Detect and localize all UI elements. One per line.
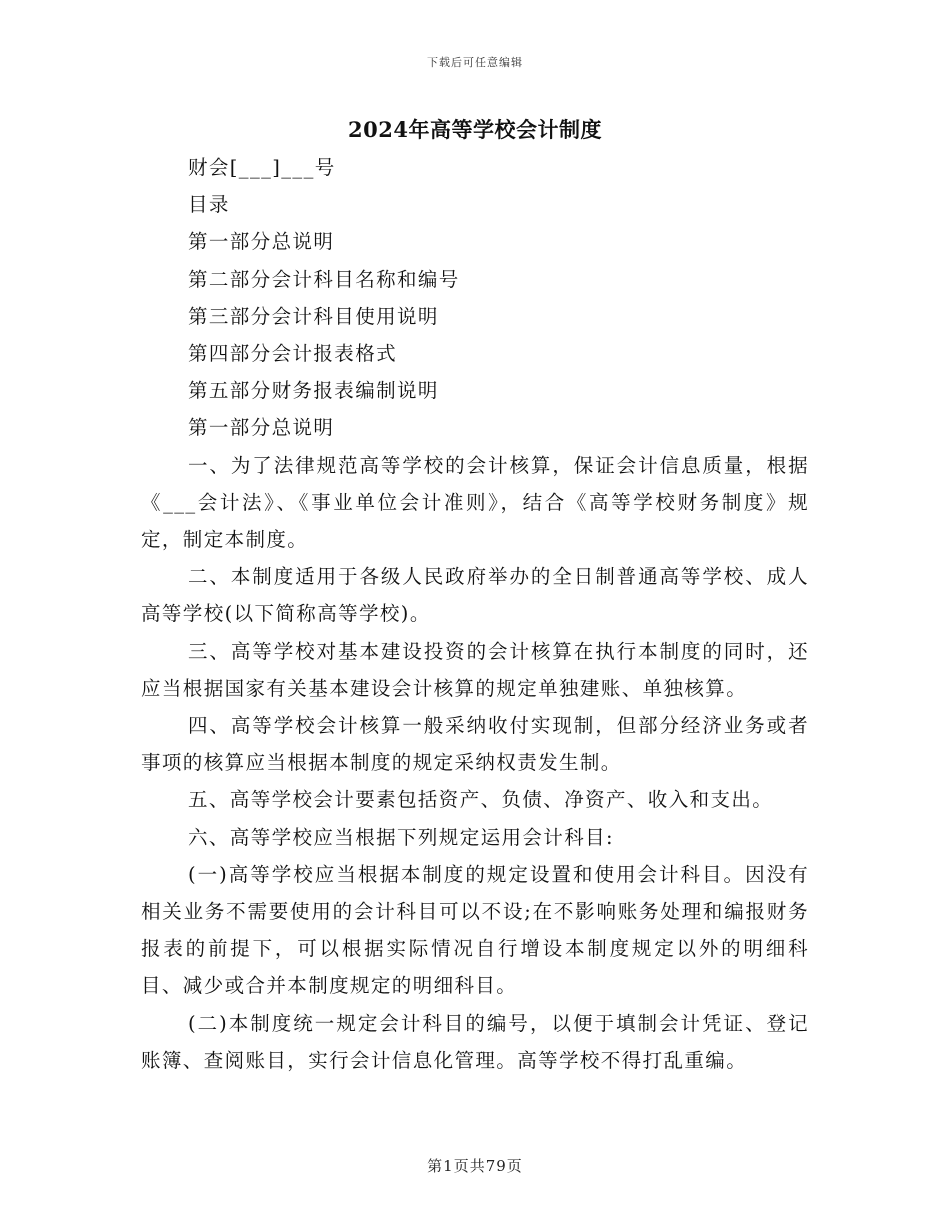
toc-item: 第五部分财务报表编制说明 <box>188 379 439 403</box>
paragraph: 一、为了法律规范高等学校的会计核算，保证会计信息质量，根据《___会计法》、《事业单位会计准则》，结合《高等学校财务制度》规定，制定本制度。 <box>141 453 809 552</box>
paragraph: (二)本制度统一规定会计科目的编号，以便于填制会计凭证、登记账簿、查阅账目，实行会计信息化管理。高等学校不得打乱重编。 <box>141 1011 809 1072</box>
paragraph-doc-number: 财会[___]___号 <box>188 156 336 179</box>
paragraph: 六、高等学校应当根据下列规定运用会计科目: <box>188 825 614 849</box>
paragraph: 五、高等学校会计要素包括资产、负债、净资产、收入和支出。 <box>188 788 774 812</box>
document-body <box>141 149 809 1079</box>
paragraph: (一)高等学校应当根据本制度的规定设置和使用会计科目。因没有相关业务不需要使用的会计科目可以不设;在不影响账务处理和编报财务报表的前提下，可以根据实际情况自行增设本制度规定以外的明细科目、减少或合并本制度规定的明细科目。 <box>141 862 809 998</box>
paragraph-toc-heading: 目录 <box>188 193 230 217</box>
paragraph: 三、高等学校对基本建设投资的会计核算在执行本制度的同时，还应当根据国家有关基本建设会计核算的规定单独建账、单独核算。 <box>141 639 809 700</box>
paragraph: 四、高等学校会计核算一般采纳收付实现制，但部分经济业务或者事项的核算应当根据本制度的规定采纳权责发生制。 <box>141 714 809 775</box>
toc-item: 第四部分会计报表格式 <box>188 342 398 366</box>
toc-item: 第三部分会计科目使用说明 <box>188 304 439 328</box>
paragraph: 二、本制度适用于各级人民政府举办的全日制普通高等学校、成人高等学校(以下简称高等学校)。 <box>141 565 809 626</box>
section-heading: 第一部分总说明 <box>188 416 335 440</box>
toc-item: 第一部分总说明 <box>188 230 335 254</box>
page-footer: 第1页共79页 <box>427 1157 523 1175</box>
header-note: 下载后可任意编辑 <box>427 56 523 69</box>
document-title: 2024年高等学校会计制度 <box>348 117 602 142</box>
toc-item: 第二部分会计科目名称和编号 <box>188 267 460 291</box>
